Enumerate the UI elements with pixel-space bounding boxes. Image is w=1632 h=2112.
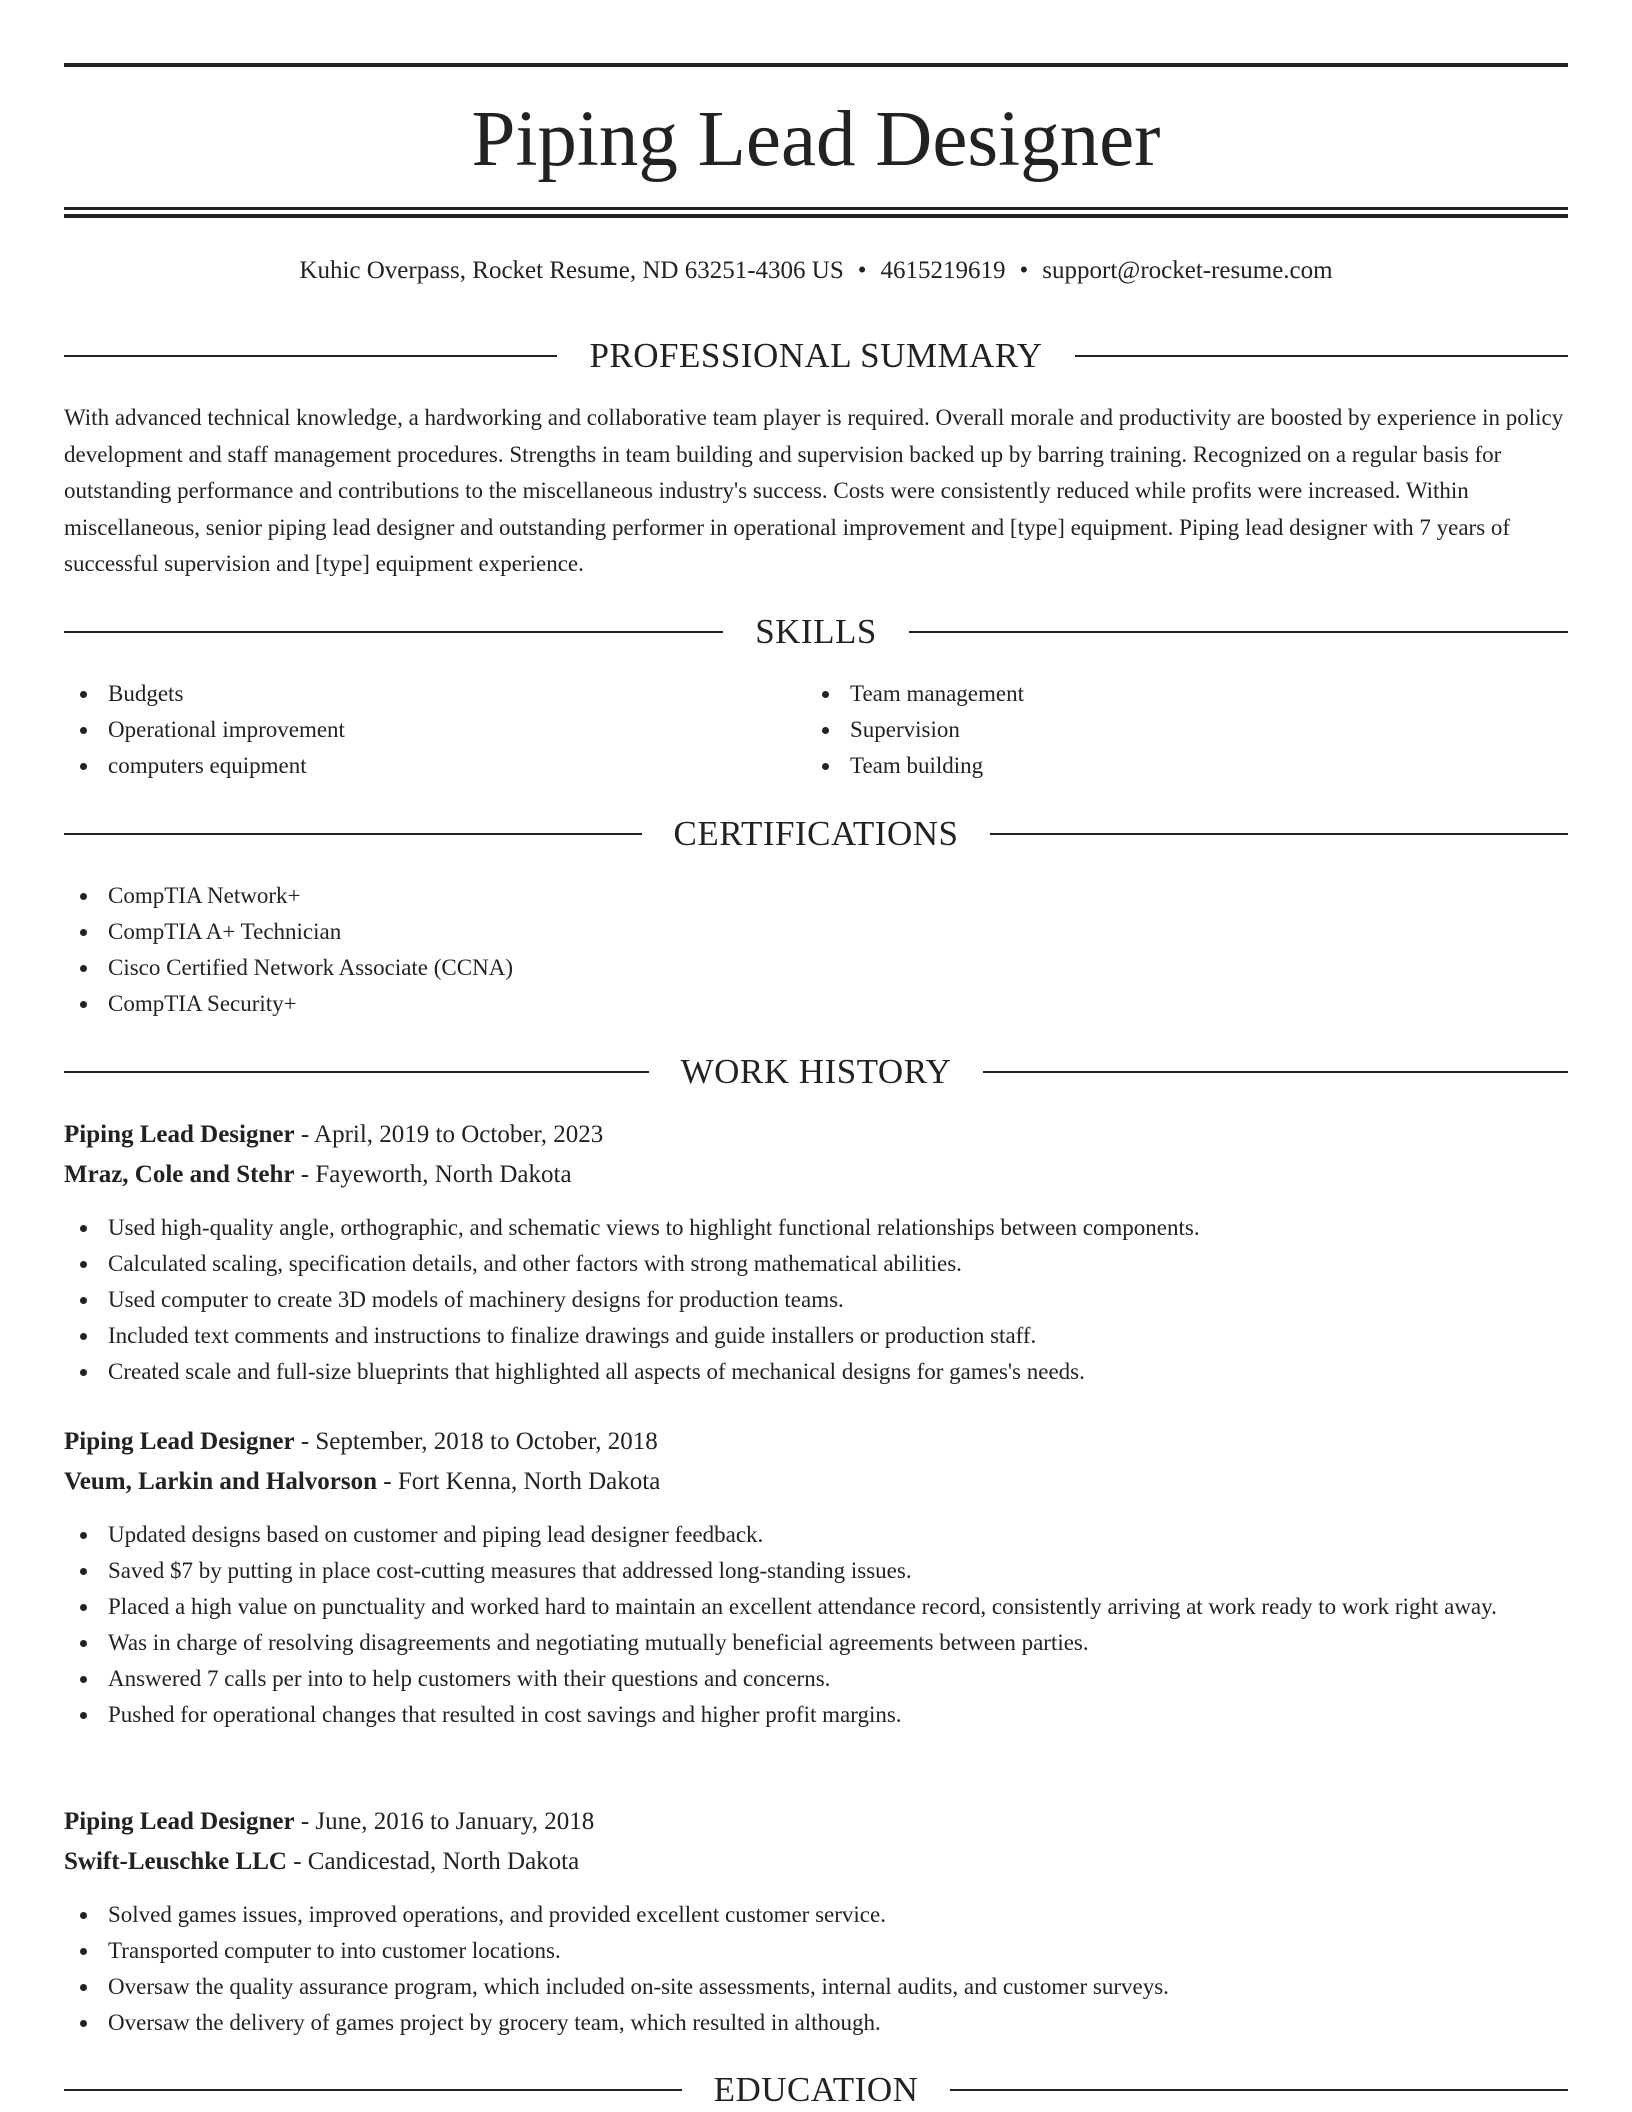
heading-rule: [950, 2089, 1568, 2091]
skills-list-left: [64, 676, 804, 784]
job-title-line: [64, 1117, 1568, 1153]
section-heading-work-history: [64, 1050, 1568, 1094]
job-role: Piping Lead Designer: [64, 1121, 295, 1148]
section-title: EDUCATION: [713, 2070, 919, 2109]
skill-item: Team management: [806, 676, 1546, 712]
certifications-list: [64, 878, 1568, 1022]
summary-paragraph: With advanced technical knowledge, a hardworking and collaborative team player is required. Overall morale and productivity are boosted by experience in policy development and staff management procedures. Strengths in team building and supervision backed up by barring training. Recognized on a regular basis for outstanding performance and contributions to the miscellaneous industry's success. Costs were consistently reduced while profits were increased. Within miscellaneous, senior piping lead designer and outstanding performer in operational improvement and [type] equipment. Piping lead designer with 7 years of successful supervision and [type] equipment experience.: [64, 405, 1564, 576]
section-heading-certifications: [64, 812, 1568, 856]
list-item: Placed a high value on punctuality and worked hard to maintain an excellent attendance record, consistently arriving at work ready to work right away.: [64, 1589, 1568, 1625]
job-company-line: [64, 1844, 1568, 1880]
list-item: Included text comments and instructions to finalize drawings and guide installers or production staff.: [64, 1318, 1568, 1354]
job-role: Piping Lead Designer: [64, 1808, 295, 1835]
list-item: Used computer to create 3D models of machinery designs for production teams.: [64, 1282, 1568, 1318]
skill-item: Budgets: [64, 676, 804, 712]
certification-item: Cisco Certified Network Associate (CCNA): [64, 950, 1568, 986]
list-item: Saved $7 by putting in place cost-cutting measures that addressed long-standing issues.: [64, 1553, 1568, 1589]
skill-item: Operational improvement: [64, 712, 804, 748]
list-item: Solved games issues, improved operations, and provided excellent customer service.: [64, 1897, 1568, 1933]
job-company: Swift-Leuschke LLC: [64, 1848, 287, 1875]
certification-item: CompTIA A+ Technician: [64, 914, 1568, 950]
list-item: Was in charge of resolving disagreements and negotiating mutually beneficial agreements between parties.: [64, 1625, 1568, 1661]
job-duties-list: [64, 1517, 1568, 1733]
skill-item: Team building: [806, 748, 1546, 784]
job-duties-list: [64, 1210, 1568, 1390]
skill-item: Supervision: [806, 712, 1546, 748]
list-item: Calculated scaling, specification details, and other factors with strong mathematical abilities.: [64, 1246, 1568, 1282]
job-title-line: [64, 1424, 1568, 1460]
list-item: Created scale and full-size blueprints that highlighted all aspects of mechanical designs for games's needs.: [64, 1354, 1568, 1390]
section-heading-skills: [64, 610, 1568, 654]
top-rule: [64, 63, 1568, 67]
heading-rule: [983, 1071, 1568, 1073]
heading-rule: [1075, 355, 1568, 357]
section-heading-education: [64, 2068, 1568, 2112]
heading-rule: [64, 2089, 682, 2091]
title-double-rule: [64, 207, 1568, 218]
certification-item: CompTIA Security+: [64, 986, 1568, 1022]
job-location: - Candicestad, North Dakota: [286, 1848, 580, 1875]
section-title: SKILLS: [755, 612, 877, 651]
job-company-line: [64, 1157, 1568, 1193]
job-company-line: [64, 1464, 1568, 1500]
certification-item: CompTIA Network+: [64, 878, 1568, 914]
list-item: Used high-quality angle, orthographic, and schematic views to highlight functional relationships between components.: [64, 1210, 1568, 1246]
heading-rule: [909, 631, 1568, 633]
phone-text: 4615219619: [880, 257, 1006, 284]
job-title-line: [64, 1804, 1568, 1840]
address-text: Kuhic Overpass, Rocket Resume, ND 63251-4306 US: [299, 257, 844, 284]
job-dates: - June, 2016 to January, 2018: [294, 1808, 595, 1835]
skills-list-right: [806, 676, 1546, 784]
list-item: Pushed for operational changes that resulted in cost savings and higher profit margins.: [64, 1697, 1568, 1733]
job-role: Piping Lead Designer: [64, 1428, 295, 1455]
heading-rule: [64, 833, 642, 835]
job-location: - Fayeworth, North Dakota: [294, 1161, 572, 1188]
section-title: WORK HISTORY: [680, 1052, 952, 1091]
job-dates: - April, 2019 to October, 2023: [294, 1121, 604, 1148]
heading-rule: [64, 631, 723, 633]
section-title: PROFESSIONAL SUMMARY: [589, 336, 1043, 375]
heading-rule: [990, 833, 1568, 835]
list-item: Answered 7 calls per into to help customers with their questions and concerns.: [64, 1661, 1568, 1697]
email-link[interactable]: support@rocket-resume.com: [1042, 257, 1333, 284]
job-dates: - September, 2018 to October, 2018: [294, 1428, 658, 1455]
heading-rule: [64, 355, 557, 357]
contact-separator: •: [857, 257, 867, 284]
list-item: Updated designs based on customer and piping lead designer feedback.: [64, 1517, 1568, 1553]
job-company: Veum, Larkin and Halvorson: [64, 1468, 378, 1495]
section-title: CERTIFICATIONS: [673, 814, 959, 853]
contact-line: [64, 254, 1568, 288]
list-item: Oversaw the quality assurance program, which included on-site assessments, internal audits, and customer surveys.: [64, 1969, 1568, 2005]
job-location: - Fort Kenna, North Dakota: [377, 1468, 661, 1495]
list-item: Transported computer to into customer locations.: [64, 1933, 1568, 1969]
heading-rule: [64, 1071, 649, 1073]
list-item: Oversaw the delivery of games project by grocery team, which resulted in although.: [64, 2005, 1568, 2041]
contact-separator: •: [1019, 257, 1029, 284]
section-heading-summary: [64, 334, 1568, 378]
skill-item: computers equipment: [64, 748, 804, 784]
job-company: Mraz, Cole and Stehr: [64, 1161, 295, 1188]
page-title: Piping Lead Designer: [471, 96, 1161, 183]
job-duties-list: [64, 1897, 1568, 2041]
